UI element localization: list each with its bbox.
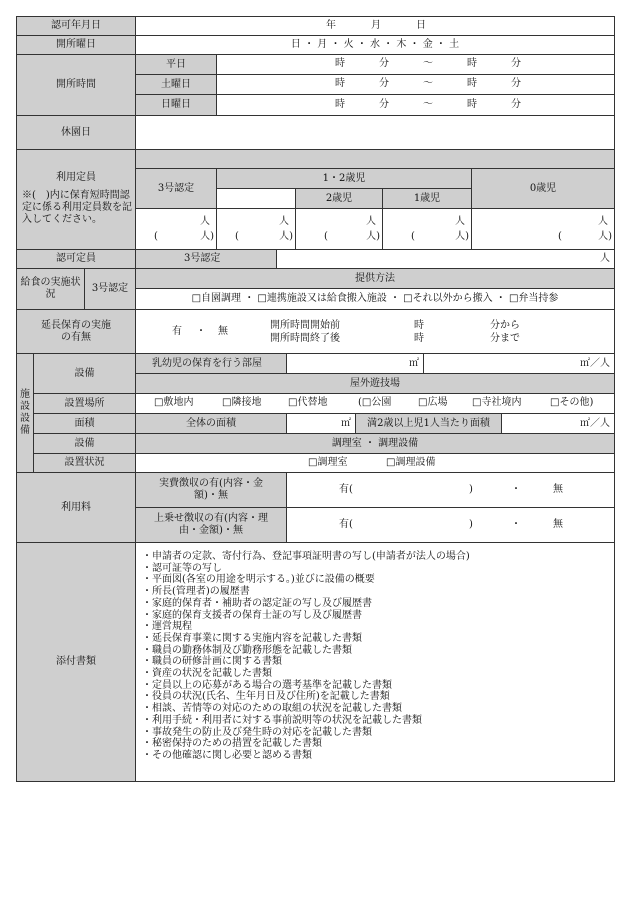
capacity-age2: 2歳児	[295, 188, 383, 209]
attachment-item: ・資産の状況を記載した書類	[142, 668, 272, 680]
holiday-label: 休園日	[16, 115, 136, 150]
extended-no[interactable]: 無	[218, 326, 228, 337]
day-unit: 日	[416, 20, 426, 31]
location-options[interactable]	[135, 393, 615, 414]
capacity-label: 利用定員	[56, 172, 96, 183]
hour-unit: 時	[335, 58, 345, 69]
fees-label: 利用料	[16, 472, 136, 543]
total-area-label: 全体の面積	[135, 413, 287, 434]
extra-fee-field[interactable]	[286, 507, 615, 543]
minute-unit: 分	[511, 78, 521, 89]
kitchen-room-check[interactable]: □調理室	[308, 457, 348, 468]
attachment-item: ・利用手続・利用者に対する事前説明等の状況を記載した書類	[142, 714, 422, 726]
attachment-item: ・運営規程	[142, 621, 192, 633]
hour-unit: 時	[335, 78, 345, 89]
unit: 人	[366, 216, 376, 227]
loc-park[interactable]: (□公園	[358, 397, 392, 408]
extended-dot: ・	[196, 326, 206, 337]
capacity-total-field[interactable]	[135, 208, 217, 250]
install-status-label: 設置状況	[33, 453, 136, 473]
minute-unit: 分	[511, 99, 521, 110]
unit: 人)	[200, 231, 214, 242]
meals-method-options[interactable]: □自園調理 ・ □連携施設又は給食搬入施設 ・ □それ以外から搬入 ・ □弁当持参	[135, 288, 615, 310]
facility-equipment-label: 設備	[33, 353, 136, 394]
attachment-item: ・職員の研修計画に関する書類	[142, 656, 282, 668]
nursery-room-label: 乳幼児の保育を行う部屋	[135, 353, 287, 374]
attachment-item: ・認可証等の写し	[142, 562, 222, 574]
fee-no[interactable]: 無	[553, 519, 563, 530]
attachment-item: ・申請者の定款、寄付行為、登記事項証明書の写し(申請者が法人の場合)	[142, 551, 470, 562]
capacity-age0-field[interactable]	[471, 208, 615, 250]
attachment-item: ・職員の勤務体制及び勤務形態を記載した書類	[142, 644, 352, 656]
minute-unit: 分	[379, 99, 389, 110]
outdoor-play-label: 屋外遊技場	[135, 373, 615, 394]
capacity-age12: 1・2歳児	[216, 168, 472, 189]
capacity-age12-field[interactable]	[216, 208, 296, 250]
unit: 人)	[598, 231, 612, 242]
opening-hours-label: 開所時間	[16, 54, 136, 116]
approved-capacity-field[interactable]: 人	[276, 249, 615, 269]
facility-side-label: 施設設備	[16, 353, 34, 473]
attachment-item: ・その他確認に関し必要と認める書類	[142, 749, 312, 761]
hour-unit: 時	[467, 58, 477, 69]
dot: ・	[511, 484, 521, 495]
extra-fee-label: 上乗せ徴収の有(内容・理由・金額)・無	[135, 507, 287, 543]
unit: 人	[598, 216, 608, 227]
extended-care-field[interactable]	[135, 309, 615, 354]
unit: 人	[455, 216, 465, 227]
actual-cost-field[interactable]	[286, 472, 615, 508]
capacity-age1-field[interactable]	[382, 208, 472, 250]
unit: 人	[200, 216, 210, 227]
install-status-field[interactable]	[135, 453, 615, 473]
loc-shrine[interactable]: □寺社境内	[472, 397, 522, 408]
meals-label: 給食の実施状況	[16, 268, 85, 310]
weekday-hours-field[interactable]	[216, 54, 615, 75]
extended-before-label: 開所時間開始前	[270, 320, 340, 331]
attachment-item: ・事故発生の防止及び発生時の対応を記載した書類	[142, 726, 372, 738]
dot: ・	[511, 519, 521, 530]
paren: )	[469, 484, 473, 495]
attachment-item: ・相談、苦情等の対応のための取組の状況を記載した書類	[142, 703, 402, 715]
meals-method-header: 提供方法	[135, 268, 615, 289]
sunday-label: 日曜日	[135, 94, 217, 116]
paren: (	[558, 231, 562, 242]
license-date-label: 認可年月日	[16, 16, 136, 36]
nursery-room-area[interactable]: ㎡	[286, 353, 424, 374]
per-child-area-label: 満2歳以上児1人当たり面積	[355, 413, 502, 434]
kitchen-equipment-check[interactable]: □調理設備	[386, 457, 436, 468]
extended-after-label: 開所時間終了後	[270, 333, 340, 344]
location-label: 設置場所	[33, 393, 136, 414]
paren: (	[154, 231, 158, 242]
minute-from: 分から	[490, 320, 520, 331]
approved-capacity-label: 認可定員	[16, 249, 136, 269]
total-area-field[interactable]: ㎡	[286, 413, 356, 434]
attachments-list	[135, 542, 615, 782]
weekday-label: 平日	[135, 54, 217, 75]
kitchen-label: 調理室 ・ 調理設備	[135, 433, 615, 454]
attachment-item: ・秘密保持のための措置を記載した書類	[142, 738, 322, 750]
capacity-header-band	[135, 149, 615, 169]
capacity-age2-field[interactable]	[295, 208, 383, 250]
extended-care-label: 延長保育の実施の有無	[16, 309, 136, 354]
capacity-age0: 0歳児	[471, 168, 615, 209]
equipment2-label: 設備	[33, 433, 136, 454]
loc-other[interactable]: □その他)	[550, 397, 594, 408]
attachment-item: ・所長(管理者)の履歴書	[142, 586, 250, 598]
minute-until: 分まで	[490, 333, 520, 344]
attachment-item: ・延長保育事業に関する実施内容を記載した書類	[142, 632, 362, 644]
capacity-note: ※( )内に保育短時間認定に係る利用定員数を記入してください。	[22, 190, 132, 225]
attachment-item: ・定員以上の応募がある場合の選考基準を記載した書類	[142, 679, 392, 691]
paren: (	[411, 231, 415, 242]
per-child-area-field[interactable]: ㎡／人	[501, 413, 615, 434]
attachment-item: ・家庭的保育支援者の保育士証の写し及び履歴書	[142, 609, 362, 621]
actual-cost-label: 実費徴収の有(内容・金額)・無	[135, 472, 287, 508]
fee-yes[interactable]: 有(	[339, 484, 353, 495]
paren: (	[324, 231, 328, 242]
paren: (	[235, 231, 239, 242]
extended-yes[interactable]: 有	[172, 326, 182, 337]
attachments-label: 添付書類	[16, 542, 136, 782]
license-date-field[interactable]	[135, 16, 615, 36]
approved-capacity-cert3: 3号認定	[135, 249, 277, 269]
nursery-room-per-child[interactable]: ㎡／人	[423, 353, 615, 374]
minute-unit: 分	[511, 58, 521, 69]
open-days-label: 開所曜日	[16, 35, 136, 55]
attachment-item: ・役員の状況(氏名、生年月日及び住所)を記載した書類	[142, 691, 390, 703]
tilde: 〜	[423, 78, 433, 89]
fee-no[interactable]: 無	[553, 484, 563, 495]
minute-unit: 分	[379, 58, 389, 69]
hour-unit: 時	[467, 78, 477, 89]
year-unit: 年	[326, 20, 336, 31]
capacity-age1: 1歳児	[382, 188, 472, 209]
area-label: 面積	[33, 413, 136, 434]
minute-unit: 分	[379, 78, 389, 89]
sunday-hours-field[interactable]	[216, 94, 615, 116]
unit: 人)	[455, 231, 469, 242]
loc-onsite[interactable]: □敷地内	[154, 397, 194, 408]
open-days-options[interactable]: 日 ・ 月 ・ 火 ・ 水 ・ 木 ・ 金 ・ 土	[135, 35, 615, 55]
month-unit: 月	[371, 20, 381, 31]
hour-unit: 時	[414, 333, 424, 344]
saturday-label: 土曜日	[135, 74, 217, 95]
saturday-hours-field[interactable]	[216, 74, 615, 95]
hour-unit: 時	[467, 99, 477, 110]
meals-cert3: 3号認定	[84, 268, 136, 310]
unit: 人)	[279, 231, 293, 242]
tilde: 〜	[423, 58, 433, 69]
fee-yes[interactable]: 有(	[339, 519, 353, 530]
attachment-item: ・家庭的保育者・補助者の認定証の写し及び履歴書	[142, 597, 372, 609]
tilde: 〜	[423, 99, 433, 110]
loc-adjacent[interactable]: □隣接地	[222, 397, 262, 408]
loc-plaza[interactable]: □広場	[418, 397, 448, 408]
hour-unit: 時	[335, 99, 345, 110]
capacity-cert3: 3号認定	[135, 168, 217, 209]
hour-unit: 時	[414, 320, 424, 331]
capacity-label-cell	[16, 149, 136, 250]
loc-alternate[interactable]: □代替地	[288, 397, 328, 408]
attachment-item: ・平面図(各室の用途を明示する。)並びに設備の概要	[142, 574, 375, 586]
unit: 人	[279, 216, 289, 227]
paren: )	[469, 519, 473, 530]
holiday-field[interactable]	[135, 115, 615, 150]
unit: 人)	[366, 231, 380, 242]
